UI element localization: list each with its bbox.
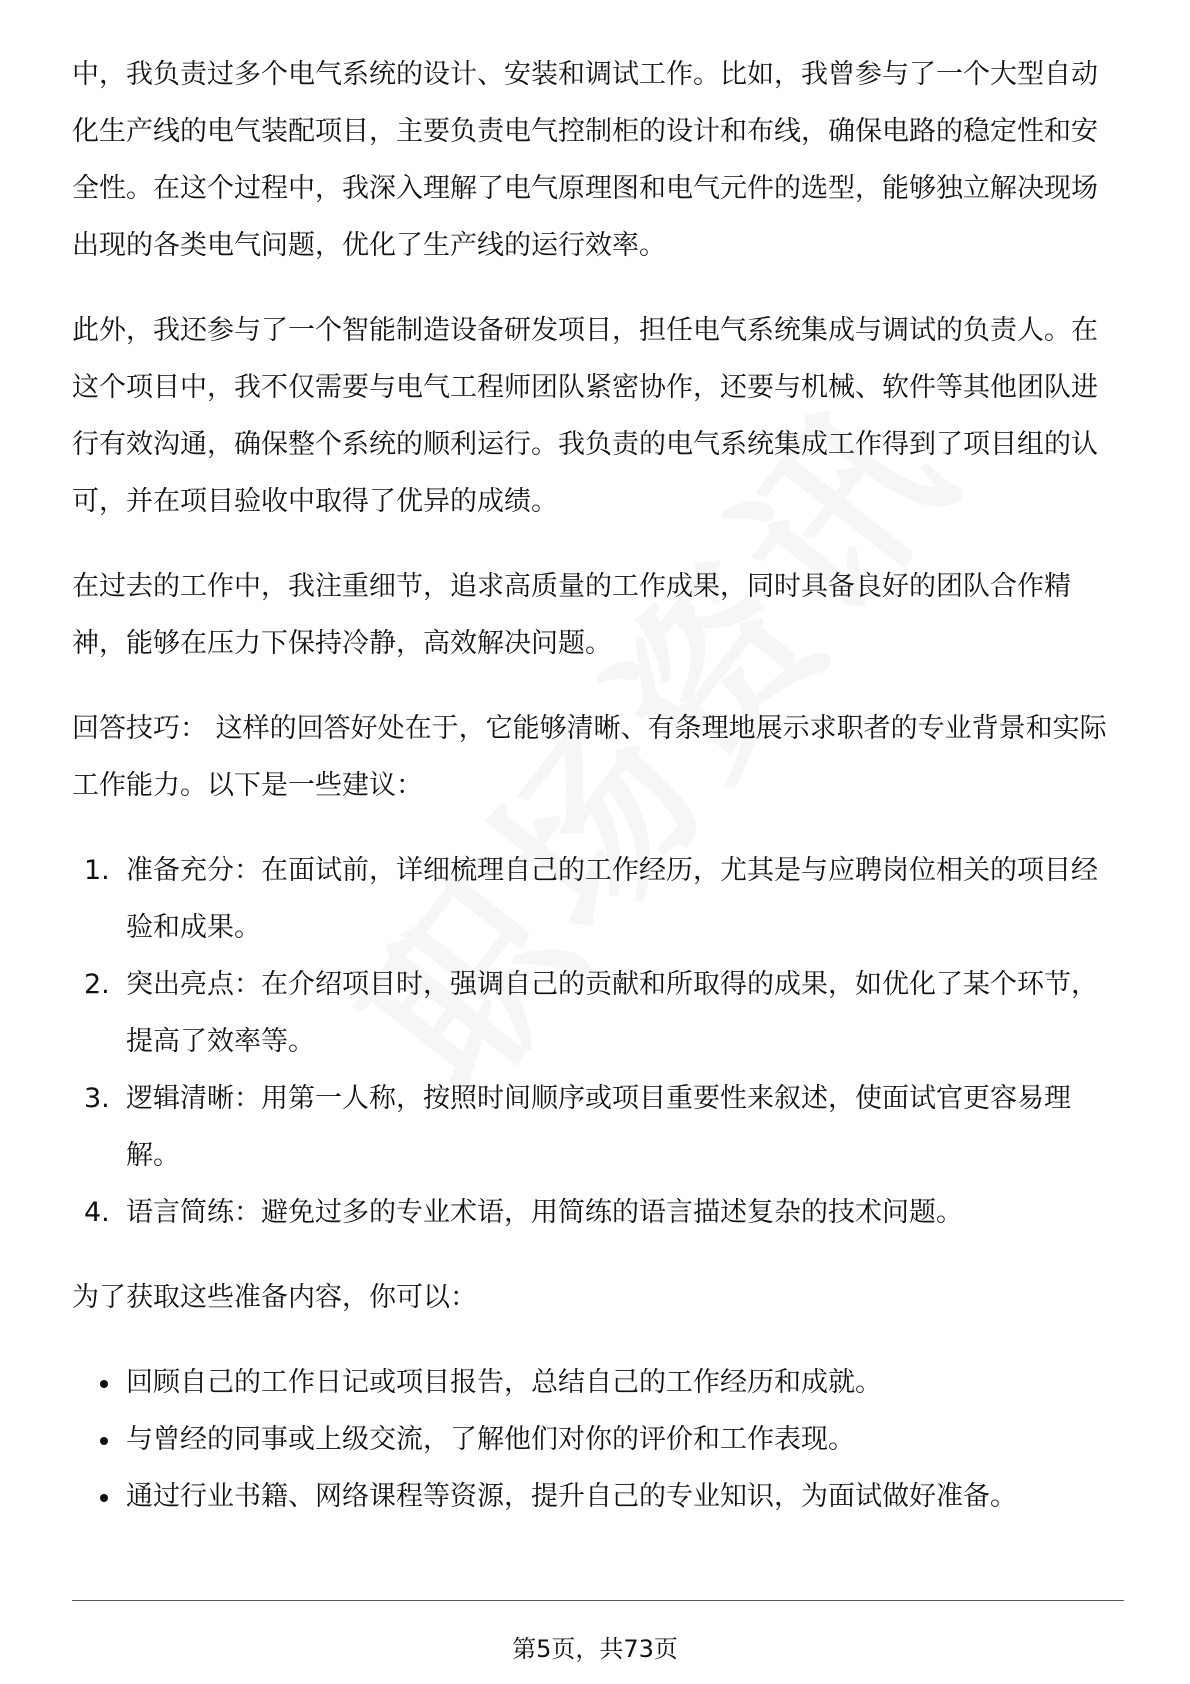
bullet-dot-icon — [100, 1380, 108, 1388]
footer-divider — [72, 1600, 1124, 1601]
list-number: 1. — [84, 855, 110, 886]
list-item-text: 准备充分：在面试前，详细梳理自己的工作经历，尤其是与应聘岗位相关的项目经验和成果。 — [126, 855, 1098, 943]
document-body — [72, 46, 1122, 1525]
paragraph-2: 此外，我还参与了一个智能制造设备研发项目，担任电气系统集成与调试的负责人。在这个项目中，我不仅需要与电气工程师团队紧密协作，还要与机械、软件等其他团队进行有效沟通，确保整个系统的顺利运行。我负责的电气系统集成工作得到了项目组的认可，并在项目验收中取得了优异的成绩。 — [72, 315, 1098, 517]
list-item — [72, 956, 1122, 1070]
page-number: 第5页，共73页 — [512, 1635, 678, 1663]
list-number: 2. — [84, 969, 110, 1000]
list-number: 4. — [84, 1197, 110, 1228]
bullet-item-text: 通过行业书籍、网络课程等资源，提升自己的专业知识，为面试做好准备。 — [126, 1481, 1017, 1512]
paragraph-3: 在过去的工作中，我注重细节，追求高质量的工作成果，同时具备良好的团队合作精神，能够在压力下保持冷静，高效解决问题。 — [72, 571, 1071, 659]
list-item-text: 逻辑清晰：用第一人称，按照时间顺序或项目重要性来叙述，使面试官更容易理解。 — [126, 1083, 1071, 1171]
bullet-item — [72, 1354, 1122, 1411]
prep-bullet-list — [72, 1354, 1122, 1525]
list-number: 3. — [84, 1083, 110, 1114]
suggestion-list — [72, 842, 1122, 1241]
bullet-item — [72, 1411, 1122, 1468]
list-item — [72, 1070, 1122, 1184]
paragraph-1: 中，我负责过多个电气系统的设计、安装和调试工作。比如，我曾参与了一个大型自动化生产线的电气装配项目，主要负责电气控制柜的设计和布线，确保电路的稳定性和安全性。在这个过程中，我深入理解了电气原理图和电气元件的选型，能够独立解决现场出现的各类电气问题，优化了生产线的运行效率。 — [72, 59, 1098, 261]
bullet-item — [72, 1468, 1122, 1525]
bullet-item-text: 回顾自己的工作日记或项目报告，总结自己的工作经历和成就。 — [126, 1367, 882, 1398]
tips-intro: 回答技巧： 这样的回答好处在于，它能够清晰、有条理地展示求职者的专业背景和实际工作能力。以下是一些建议： — [72, 713, 1107, 801]
list-item — [72, 842, 1122, 956]
bullet-dot-icon — [100, 1494, 108, 1502]
list-item — [72, 1184, 1122, 1241]
bullet-dot-icon — [100, 1437, 108, 1445]
list-item-text: 突出亮点：在介绍项目时，强调自己的贡献和所取得的成果，如优化了某个环节，提高了效率等。 — [126, 969, 1098, 1057]
list-item-text: 语言简练：避免过多的专业术语，用简练的语言描述复杂的技术问题。 — [126, 1197, 963, 1228]
bullet-item-text: 与曾经的同事或上级交流，了解他们对你的评价和工作表现。 — [126, 1424, 855, 1455]
prep-intro: 为了获取这些准备内容，你可以： — [72, 1282, 477, 1313]
